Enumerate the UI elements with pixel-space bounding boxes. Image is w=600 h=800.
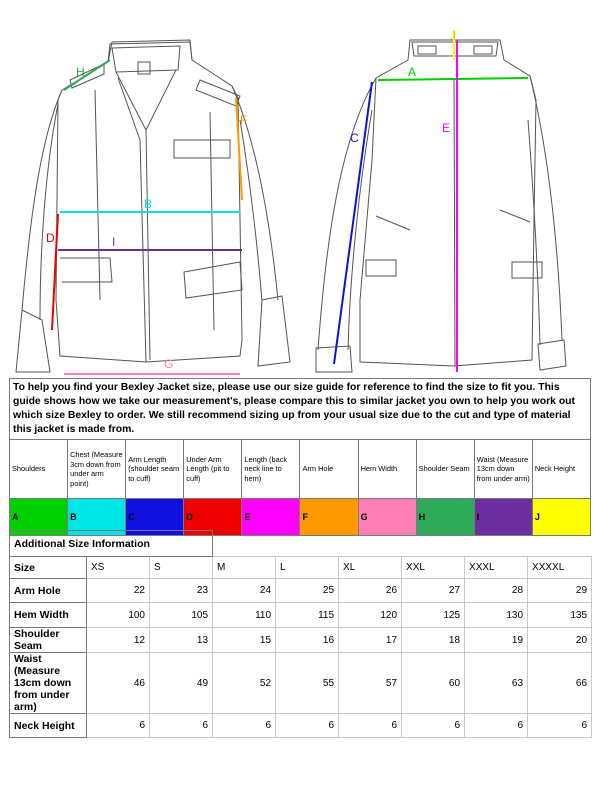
table-cell: 18 (402, 628, 465, 653)
table-cell: 135 (528, 603, 592, 628)
table-cell: 27 (402, 579, 465, 603)
additional-size-title: Additional Size Information (10, 531, 213, 557)
color-key: D (184, 499, 242, 536)
size-header: M (213, 557, 276, 579)
table-row (10, 653, 592, 714)
color-key: J (532, 499, 590, 536)
measurement-names-row (10, 440, 591, 499)
color-key: I (474, 499, 532, 536)
measurement-name: Arm Hole (300, 440, 358, 499)
table-cell: 20 (528, 628, 592, 653)
diagram-label-a: A (408, 65, 417, 79)
table-cell: 6 (339, 714, 402, 738)
table-cell: 52 (213, 653, 276, 714)
color-key: E (242, 499, 300, 536)
size-header: XXXL (465, 557, 528, 579)
table-cell: 115 (276, 603, 339, 628)
measurement-name: Shoulders (10, 440, 68, 499)
front-jacket-outline (16, 40, 290, 372)
table-row (10, 603, 592, 628)
measurement-name: Neck Height (532, 440, 590, 499)
row-label: Shoulder Seam (10, 628, 87, 653)
jacket-measurement-diagrams (0, 0, 600, 378)
table-cell: 57 (339, 653, 402, 714)
size-guide-key-table (9, 378, 591, 536)
color-key: G (358, 499, 416, 536)
table-cell: 17 (339, 628, 402, 653)
diagram-label-g: G (164, 357, 174, 371)
color-key: C (126, 499, 184, 536)
back-jacket-outline (316, 40, 566, 372)
diagram-label-e: E (442, 121, 451, 135)
table-cell: 6 (150, 714, 213, 738)
table-cell: 16 (276, 628, 339, 653)
measure-line-a (378, 78, 528, 80)
size-header: S (150, 557, 213, 579)
row-label: Neck Height (10, 714, 87, 738)
color-key: A (10, 499, 68, 536)
size-header-row (10, 557, 592, 579)
table-cell: 100 (87, 603, 150, 628)
table-cell: 15 (213, 628, 276, 653)
size-header: XL (339, 557, 402, 579)
size-header: XXXXL (528, 557, 592, 579)
diagram-label-b: B (144, 197, 153, 211)
table-cell: 125 (402, 603, 465, 628)
table-cell: 28 (465, 579, 528, 603)
additional-size-table (9, 530, 592, 738)
table-cell: 6 (402, 714, 465, 738)
table-cell: 6 (276, 714, 339, 738)
diagram-label-j: J (450, 29, 456, 43)
table-row (10, 628, 592, 653)
row-label: Waist (Measure 13cm down from under arm) (10, 653, 87, 714)
table-cell: 46 (87, 653, 150, 714)
table-cell: 12 (87, 628, 150, 653)
table-cell: 6 (213, 714, 276, 738)
table-cell: 6 (465, 714, 528, 738)
table-cell: 63 (465, 653, 528, 714)
table-cell: 6 (87, 714, 150, 738)
size-header: L (276, 557, 339, 579)
diagram-label-i: I (112, 235, 116, 249)
intro-text: To help you find your Bexley Jacket size, please use our size guide for reference to find the size to fit you. This guide shows how we take our measurement's, please compare this to similar jacket you own to help you work out which size Bexley to order. We still recommend sizing up from your usual size due to the cut and type of material this jacket is made from. (10, 379, 591, 440)
table-cell: 25 (276, 579, 339, 603)
diagram-label-c: C (350, 131, 359, 145)
table-cell: 55 (276, 653, 339, 714)
table-cell: 130 (465, 603, 528, 628)
table-cell: 29 (528, 579, 592, 603)
table-cell: 13 (150, 628, 213, 653)
table-cell: 49 (150, 653, 213, 714)
measurement-name: Hem Width (358, 440, 416, 499)
table-cell: 19 (465, 628, 528, 653)
table-cell: 26 (339, 579, 402, 603)
color-key: B (68, 499, 126, 536)
measurement-name: Under Arm Length (pit to cuff) (184, 440, 242, 499)
table-cell: 110 (213, 603, 276, 628)
table-row (10, 714, 592, 738)
measurement-lines (52, 30, 528, 374)
color-key: F (300, 499, 358, 536)
measurement-name: Chest (Measure 3cm down from under arm point) (68, 440, 126, 499)
table-cell: 60 (402, 653, 465, 714)
size-header-label: Size (10, 557, 87, 579)
table-cell: 23 (150, 579, 213, 603)
table-cell: 22 (87, 579, 150, 603)
diagram-label-f: F (240, 113, 248, 127)
measurement-name: Length (back neck line to hem) (242, 440, 300, 499)
diagram-label-h: H (76, 65, 85, 79)
table-cell: 66 (528, 653, 592, 714)
measurement-name: Arm Length (shoulder seam to cuff) (126, 440, 184, 499)
row-label: Hem Width (10, 603, 87, 628)
table-cell: 24 (213, 579, 276, 603)
size-header: XXL (402, 557, 465, 579)
size-header: XS (87, 557, 150, 579)
measure-line-h (64, 60, 110, 90)
measurement-name: Waist (Measure 13cm down from under arm) (474, 440, 532, 499)
table-cell: 105 (150, 603, 213, 628)
diagram-label-d: D (46, 231, 55, 245)
color-key: H (416, 499, 474, 536)
table-row (10, 579, 592, 603)
measurement-name: Shoulder Seam (416, 440, 474, 499)
table-cell: 120 (339, 603, 402, 628)
table-cell: 6 (528, 714, 592, 738)
row-label: Arm Hole (10, 579, 87, 603)
